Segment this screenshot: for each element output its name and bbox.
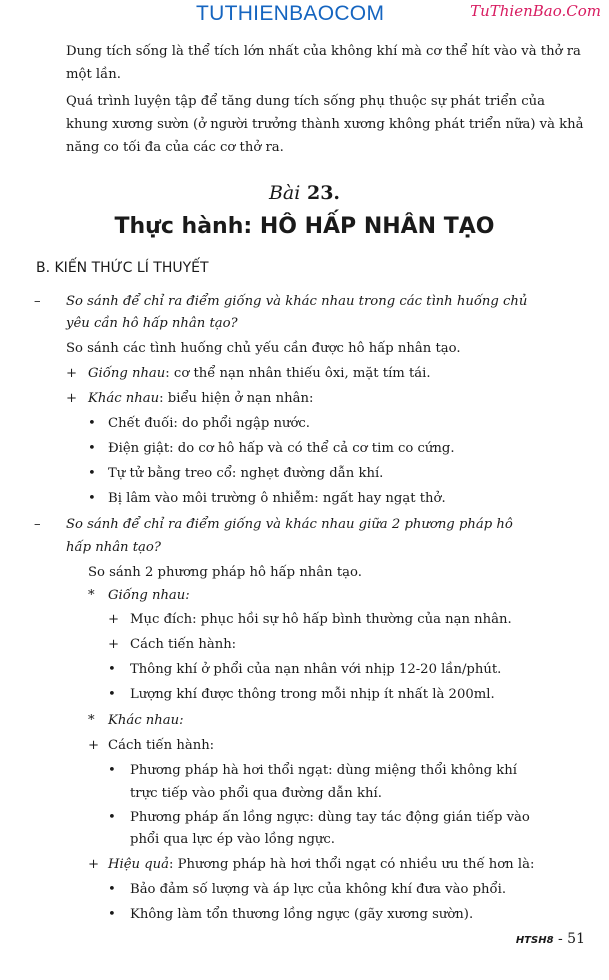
line-text: Giống nhau:: [108, 588, 190, 603]
text-line: [130, 662, 501, 677]
line-text: trực tiếp vào phổi qua đường dẫn khí.: [130, 786, 382, 801]
list-marker: •: [88, 416, 96, 431]
text-line: [66, 517, 513, 532]
line-text: phổi qua lực ép vào lồng ngực.: [130, 832, 335, 847]
line-text: Điện giật: do cơ hô hấp và có thể cả cơ tim co cứng.: [108, 441, 455, 456]
section-heading: B. KIẾN THỨC LÍ THUYẾT: [36, 260, 209, 276]
line-text: So sánh để chỉ ra điểm giống và khác nhau giữa 2 phương pháp hô: [66, 517, 513, 532]
text-line: [130, 687, 495, 702]
text-line: [66, 540, 161, 555]
line-label: Giống nhau: [88, 366, 166, 381]
list-marker: +: [108, 612, 120, 627]
lesson-label: Bài: [268, 182, 301, 204]
line-label: Hiệu quả: [108, 857, 170, 872]
line-text: So sánh các tình huống chủ yếu cần được hô hấp nhân tạo.: [66, 341, 461, 356]
line-text: Mục đích: phục hồi sự hô hấp bình thường của nạn nhân.: [130, 612, 512, 627]
line-text: Không làm tổn thương lồng ngực (gãy xương sườn).: [130, 907, 474, 922]
text-line: [66, 316, 238, 331]
text-line: [130, 907, 473, 922]
text-line: [130, 612, 512, 627]
text-line: [108, 713, 184, 728]
line-text: Bảo đảm số lượng và áp lực của không khí đưa vào phổi.: [130, 882, 507, 897]
list-marker: –: [34, 294, 41, 309]
text-line: [130, 882, 506, 897]
text-line: [108, 491, 446, 506]
text-line: [108, 416, 310, 431]
intro-paragraph-2: Quá trình luyện tập để tăng dung tích sống phụ thuộc sự phát triển của khung xương sườn (ở người trưởng thành xương không phát triển nữa) và khả năng co tối đa của các cơ thở ra.: [66, 94, 584, 155]
lesson-number-value: 23.: [306, 182, 341, 204]
text-line: [130, 810, 530, 825]
intro-paragraph-1: Dung tích sống là thể tích lớn nhất của không khí mà cơ thể hít vào và thở ra một lần.: [66, 44, 581, 82]
line-text: Cách tiến hành:: [130, 637, 237, 652]
list-marker: *: [88, 588, 95, 603]
line-text: hấp nhân tạo?: [66, 540, 161, 555]
line-text: Lượng khí được thông trong mỗi nhịp ít nhất là 200ml.: [130, 687, 495, 702]
text-line: [130, 637, 236, 652]
line-text: Phương pháp ấn lồng ngực: dùng tay tác động gián tiếp vào: [130, 810, 530, 825]
line-text: : cơ thể nạn nhân thiếu ôxi, mặt tím tái.: [165, 366, 431, 381]
text-line: [130, 832, 335, 847]
lesson-title-main: HÔ HẤP NHÂN TẠO: [259, 214, 495, 239]
line-text: Thông khí ở phổi của nạn nhân với nhịp 12-20 lần/phút.: [130, 662, 502, 677]
text-line: [108, 857, 534, 872]
text-line: [130, 763, 517, 778]
watermark-text: TUTHIENBAOCOM: [196, 2, 385, 25]
list-marker: +: [108, 637, 120, 652]
line-text: Chết đuối: do phổi ngập nước.: [108, 416, 310, 431]
line-text: So sánh để chỉ ra điểm giống và khác nhau trong các tình huống chủ: [66, 294, 528, 309]
book-code: HTSH8: [515, 935, 554, 946]
site-logo: TuThienBao.Com: [470, 2, 601, 20]
page-number: - 51: [553, 931, 585, 947]
list-marker: •: [108, 763, 116, 778]
text-line: [130, 786, 382, 801]
line-label: Khác nhau: [88, 391, 160, 406]
text-line: [88, 366, 431, 381]
line-text: Cách tiến hành:: [108, 738, 215, 753]
list-marker: •: [108, 810, 116, 825]
list-marker: •: [108, 687, 116, 702]
lesson-title: [0, 214, 609, 239]
text-line: [66, 294, 527, 309]
line-text: : biểu hiện ở nạn nhân:: [159, 391, 314, 406]
list-marker: +: [66, 391, 78, 406]
line-text: yêu cần hô hấp nhân tạo?: [66, 316, 238, 331]
text-line: [66, 341, 461, 356]
list-marker: –: [34, 517, 41, 532]
line-text: Khác nhau:: [108, 713, 184, 728]
page-footer: [516, 931, 585, 947]
text-line: [88, 565, 362, 580]
list-marker: •: [88, 441, 96, 456]
list-marker: •: [108, 662, 116, 677]
list-marker: +: [66, 366, 78, 381]
lesson-number: [0, 182, 609, 204]
text-line: [108, 441, 455, 456]
list-marker: •: [108, 882, 116, 897]
line-text: Bị lâm vào môi trường ô nhiễm: ngất hay ngạt thở.: [108, 491, 446, 506]
line-text: : Phương pháp hà hơi thổi ngạt có nhiều ưu thế hơn là:: [169, 857, 535, 872]
list-marker: •: [108, 907, 116, 922]
text-line: [108, 588, 190, 603]
line-text: Tự tử bằng treo cổ: nghẹt đường dẫn khí.: [108, 466, 384, 481]
line-text: So sánh 2 phương pháp hô hấp nhân tạo.: [88, 565, 362, 580]
list-marker: *: [88, 713, 95, 728]
text-line: [108, 738, 214, 753]
list-marker: •: [88, 491, 96, 506]
list-marker: +: [88, 738, 100, 753]
lesson-title-prefix: Thực hành:: [114, 214, 260, 239]
list-marker: +: [88, 857, 100, 872]
line-text: Phương pháp hà hơi thổi ngạt: dùng miệng thổi không khí: [130, 763, 517, 778]
text-line: [88, 391, 313, 406]
text-line: [108, 466, 383, 481]
list-marker: •: [88, 466, 96, 481]
